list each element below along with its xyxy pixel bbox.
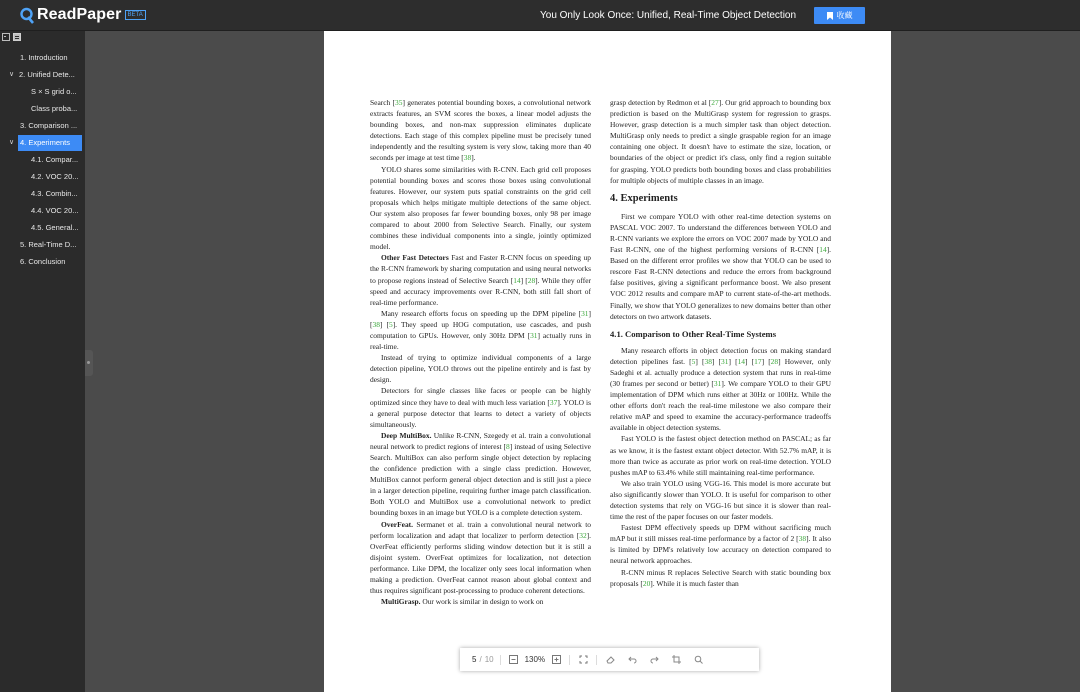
zoom-in-icon[interactable]: [549, 653, 563, 667]
toc-item[interactable]: S × S grid o...: [31, 87, 77, 96]
toc-item[interactable]: 4.1. Compar...: [31, 155, 79, 164]
paragraph: [370, 97, 591, 164]
paragraph: [370, 164, 591, 253]
eraser-icon[interactable]: [603, 653, 617, 667]
toc-item[interactable]: Class proba...: [31, 104, 78, 113]
undo-icon[interactable]: [625, 653, 639, 667]
paragraph-text: YOLO shares some similarities with R-CNN. Each grid cell proposes potential bounding boxes and scores those boxes using convolutional features. However, our system puts spatial constraints on the grid cell proposals which helps mitigate multiple detections of the same object. Our system also proposes far fewer bounding boxes, only 98 per image compared to about 2000 from Selective Search. Finally, our system combines these individual components into a single, jointly optimized model.: [370, 164, 591, 252]
zoom-out-icon[interactable]: [507, 653, 521, 667]
sidebar-resize-handle[interactable]: [85, 350, 93, 376]
paragraph: First we compare YOLO with other real-time detection systems on PASCAL VOC 2007. To understand the differences between YOLO and R-CNN variants we explore the errors on VOC 2007 made by YOLO and Fast R-CNN, one of the highest performing versions of R-CNN [14]. Based on the different error profiles we show that YOLO can be used to rescore Fast R-CNN detections and reduce the errors from background false positives, giving a significant performance boost. We also present VOC 2012 results and compare mAP to current state-of-the-art methods. Finally, we show that YOLO generalizes to new domains better than other detectors on two artwork datasets.: [610, 211, 831, 321]
paragraph: [370, 252, 591, 307]
paragraph: [370, 385, 591, 429]
toc-item[interactable]: 4. Experiments: [18, 135, 82, 151]
section-heading-comparison: 4.1. Comparison to Other Real-Time Systems: [610, 328, 777, 339]
favorite-label: 收藏: [836, 11, 853, 20]
crop-icon[interactable]: [669, 653, 683, 667]
zoom-level[interactable]: 130%: [524, 655, 546, 664]
paragraph-text: Detectors for single classes like faces or people can be highly optimized since they have to deal with much less variation [37]. YOLO is a general purpose detector that learns to detect a variety of objects simultaneously.: [370, 386, 591, 429]
paragraph: Fast YOLO is the fastest object detection method on PASCAL; as far as we know, it is the fastest extant object detector. With 52.7% mAP, it is more than twice as accurate as prior work on real-time detection. YOLO pushes mAP to 63.4% while still maintaining real-time performance.: [610, 434, 831, 477]
top-bar: [0, 0, 1080, 31]
outline-icon[interactable]: [13, 33, 21, 41]
page-number-input[interactable]: 5: [472, 655, 477, 664]
viewer-toolbar: [460, 648, 759, 671]
toc-item[interactable]: 4.2. VOC 20...: [31, 172, 79, 181]
paragraph-text: Our work is similar in design to work on: [420, 597, 544, 607]
toc-item[interactable]: 6. Conclusion: [20, 257, 66, 266]
paragraph: Many research efforts in object detection focus on making standard detection pipelines fast. [5] [38] [31] [14] [17] [28] However, only Sadeghi et al. actually produce a detection system that runs in real-time (30 frames per second or better) [31]. We compare YOLO to their GPU implementation of DPM which runs either at 30Hz or 100Hz. While the other efforts don't reach the real-time milestone we also compare their relative mAP and speed to examine the accuracy-performance tradeoffs available in object detection systems.: [610, 345, 831, 433]
pdf-page: [324, 31, 891, 692]
left-column: [370, 97, 591, 607]
toc-item[interactable]: 4.4. VOC 20...: [31, 206, 79, 215]
page-separator: /: [479, 655, 482, 664]
paragraph-text: Sermanet et al. train a convolutional neural network to perform localization and adapt that localizer to perform detection [32]. OverFeat efficiently performs sliding window detection but it is still a disjoint system. OverFeat optimizes for localization, not detection performance. Like DPM, the localizer only sees local information when making a prediction. OverFeat cannot reason about global context and thus requires significant post-processing to produce coherent detections.: [370, 519, 591, 596]
toc-item[interactable]: 4.3. Combin...: [31, 189, 78, 198]
redo-icon[interactable]: [647, 653, 661, 667]
page-total: 10: [484, 655, 494, 664]
bookmark-icon: [827, 12, 833, 20]
paragraph: R-CNN minus R replaces Selective Search with static bounding box proposals [20]. While it is much faster than: [610, 567, 831, 588]
toc-item[interactable]: 4.5. General...: [31, 223, 79, 232]
paragraph: grasp detection by Redmon et al [27]. Our grid approach to bounding box prediction is based on the MultiGrasp system for regression to grasps. However, grasp detection is a much simpler task than object detection. MultiGrasp only needs to predict a single graspable region for an image containing one object. It doesn't have to estimate the size, location, or boundaries of the object or predict it's class, only find a region suitable for grasping. YOLO predicts both bounding boxes and class probabilities for multiple objects of multiple classes in an image.: [610, 98, 831, 185]
section-heading-experiments: 4. Experiments: [610, 192, 678, 204]
toc-item[interactable]: 1. Introduction: [20, 53, 68, 62]
paragraph: Fastest DPM effectively speeds up DPM without sacrificing much mAP but it still misses real-time performance by a factor of 2 [38]. It also is limited by DPM's relatively low accuracy on detection compared to neural network approaches.: [610, 523, 831, 566]
paragraph-text: Fast and Faster R-CNN focus on speeding up the R-CNN framework by sharing computation and using neural networks to propose regions instead of Selective Search [14] [28]. While they offer speed and accuracy improvements over R-CNN, both still fall short of real-time performance.: [370, 253, 591, 307]
beta-badge: BETA: [125, 10, 146, 20]
paragraph: [370, 519, 591, 597]
toc-item[interactable]: 5. Real-Time D...: [20, 240, 77, 249]
paragraph-text: Instead of trying to optimize individual components of a large detection pipeline, YOLO throws out the pipeline entirely and is fast by design.: [370, 353, 591, 385]
paragraph-text: Unlike R-CNN, Szegedy et al. train a convolutional neural network to predict regions of interest [8] instead of using Selective Search. MultiBox can also perform single object detection by replacing the confidence prediction with a single class prediction. However, MultiBox cannot perform general object detection and is still just a piece in a larger detection pipeline, requiring further image patch classification. Both YOLO and MultiBox use a convolutional network to predict bounding boxes in an image but YOLO is a complete detection system.: [370, 430, 591, 518]
paragraph-text: Search [35] generates potential bounding boxes, a convolutional network extracts features, an SVM scores the boxes, a linear model adjusts the bounding boxes, and non-max suppression eliminates duplicate detections. Each stage of this complex pipeline must be precisely tuned independently and the resulting system is very slow, taking more than 40 seconds per image at test time [38].: [370, 98, 591, 163]
fit-page-icon[interactable]: [576, 653, 590, 667]
readpaper-logo[interactable]: [20, 6, 146, 24]
paragraph-heading: OverFeat.: [381, 519, 414, 529]
paragraph: We also train YOLO using VGG-16. This model is more accurate but also significantly slower than YOLO. It is useful for comparison to other detection systems that rely on VGG-16 but since it is slower than real-time the rest of the paper focuses on our faster models.: [610, 478, 831, 522]
search-icon[interactable]: [691, 653, 705, 667]
chevron-down-icon[interactable]: ∨: [9, 71, 15, 78]
toc-item[interactable]: 3. Comparison ...: [20, 121, 78, 130]
paragraph: [370, 308, 591, 352]
logo-icon: [20, 7, 34, 24]
toc-item[interactable]: 2. Unified Dete...: [19, 70, 75, 79]
paragraph: [370, 596, 591, 607]
paragraph-text: Many research efforts focus on speeding up the DPM pipeline [31] [38] [5]. They speed up HOG computation, use cascades, and push computation to GPUs. However, only 30Hz DPM [31] actually runs in real-time.: [370, 308, 591, 352]
document-title: You Only Look Once: Unified, Real-Time Object Detection: [540, 10, 797, 21]
favorite-button[interactable]: [814, 7, 865, 24]
outline-sidebar: [0, 31, 85, 692]
right-column: [610, 97, 831, 589]
chevron-down-icon[interactable]: ∨: [9, 139, 15, 146]
paragraph-heading: MultiGrasp.: [381, 597, 421, 607]
paragraph-heading: Other Fast Detectors: [381, 253, 449, 263]
paragraph: [370, 430, 591, 519]
paragraph-heading: Deep MultiBox.: [381, 430, 432, 440]
app-name: ReadPaper: [37, 6, 122, 23]
sidebar-toggle-icon[interactable]: [2, 33, 10, 41]
paragraph: [370, 352, 591, 385]
